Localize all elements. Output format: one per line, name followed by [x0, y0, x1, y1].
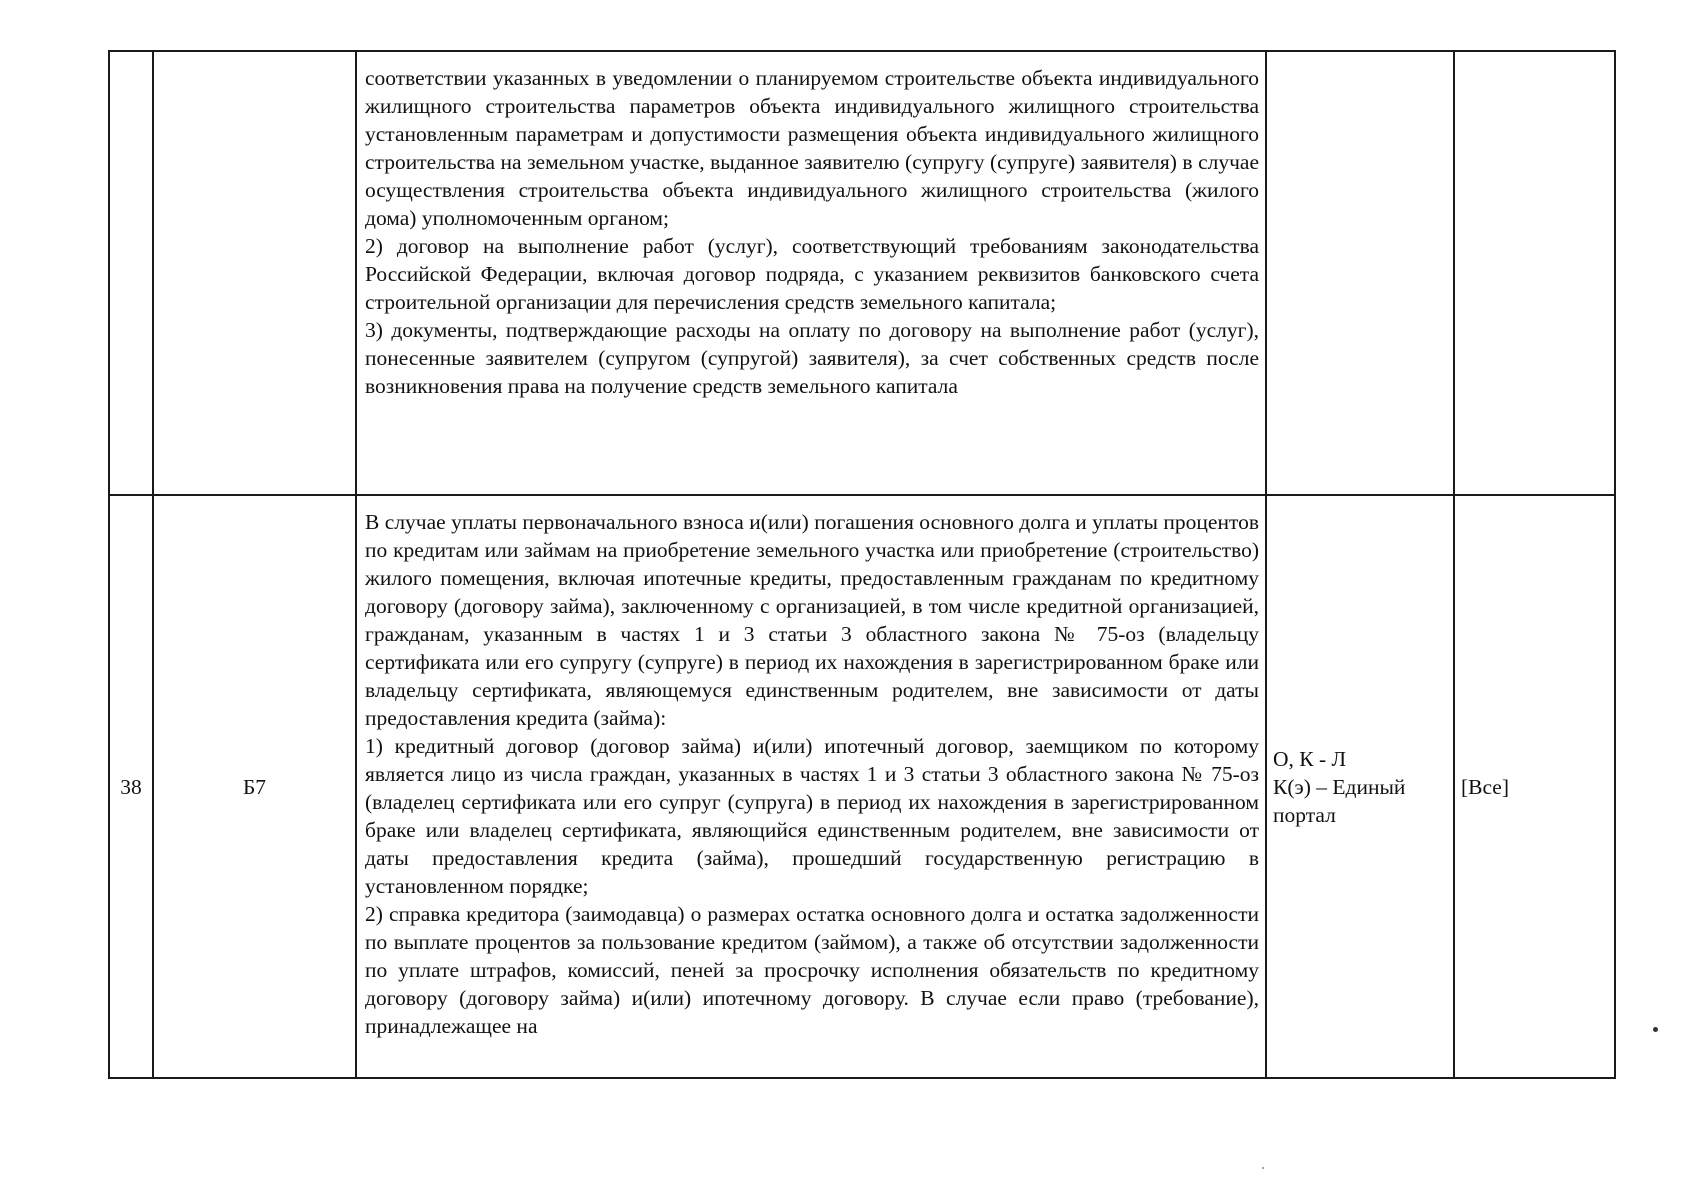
- category-cell: [1454, 51, 1615, 495]
- table-row: [109, 495, 1615, 1078]
- form-line: О, К - Л: [1273, 746, 1347, 771]
- text-paragraph: В случае уплаты первоначального взноса и(или) погашения основного долга и уплаты процентов по кредитам или займам на приобретение земельного участка или приобретение (строительство) жилого помещения, включая ипотечные кредиты, предоставленным гражданам по кредитному договору (договору займа), заключенному с организацией, в том числе кредитной организацией, гражданам, указанным в частях 1 и 3 статьи 3 областного закона № 75-оз (владельцу сертификата или его супругу (супруге) в период их нахождения в зарегистрированном браке или владельцу сертификата, являющемуся единственным родителем, вне зависимости от даты предоставления кредита (займа):: [365, 510, 1259, 730]
- category-cell: [Все]: [1454, 495, 1615, 1078]
- documents-text-cell: [356, 51, 1266, 495]
- row-code-cell: Б7: [153, 495, 356, 1078]
- text-paragraph: 2) справка кредитора (заимодавца) о размерах остатка основного долга и остатка задолженности по выплате процентов за пользование кредитом (займом), а также об отсутствии задолженности по уплате штрафов, комиссий, пеней за просрочку исполнения обязательств по кредитному договору (договору займа) и(или) ипотечному договору. В случае если право (требование), принадлежащее на: [365, 902, 1259, 1038]
- text-paragraph: соответствии указанных в уведомлении о планируемом строительстве объекта индивидуального жилищного строительства параметров объекта индивидуального жилищного строительства установленным параметрам и допустимости размещения объекта индивидуального жилищного строительства на земельном участке, выданное заявителю (супругу (супруге) заявителя) в случае осуществления строительства объекта индивидуального жилищного строительства (жилого дома) уполномоченным органом;: [365, 66, 1259, 230]
- scan-speck: [1262, 1167, 1264, 1169]
- submission-form-cell: [1266, 51, 1454, 495]
- submission-form-cell: [1266, 495, 1454, 1078]
- form-line: К(э) – Единый: [1273, 774, 1406, 799]
- text-paragraph: 2) договор на выполнение работ (услуг), соответствующий требованиям законодательства Российской Федерации, включая договор подряда, с указанием реквизитов банковского счета строительной организации для перечисления средств земельного капитала;: [365, 234, 1259, 314]
- row-number-cell: 38: [109, 495, 153, 1078]
- requirements-table: [108, 50, 1616, 1079]
- documents-text-cell: [356, 495, 1266, 1078]
- row-number-cell: [109, 51, 153, 495]
- form-line: портал: [1273, 802, 1336, 827]
- table-row: [109, 51, 1615, 495]
- text-paragraph: 3) документы, подтверждающие расходы на оплату по договору на выполнение работ (услуг), понесенные заявителем (супругом (супругой) заявителя), за счет собственных средств после возникновения права на получение средств земельного капитала: [365, 318, 1259, 398]
- scan-speck: [1653, 1027, 1658, 1032]
- text-paragraph: 1) кредитный договор (договор займа) и(или) ипотечный договор, заемщиком по которому является лицо из числа граждан, указанных в частях 1 и 3 статьи 3 областного закона № 75-оз (владелец сертификата или его супруг (супруга) в период их нахождения в зарегистрированном браке или владелец сертификата, являющийся единственным родителем, вне зависимости от даты предоставления кредита (займа), прошедший государственную регистрацию в установленном порядке;: [365, 734, 1259, 898]
- row-code-cell: [153, 51, 356, 495]
